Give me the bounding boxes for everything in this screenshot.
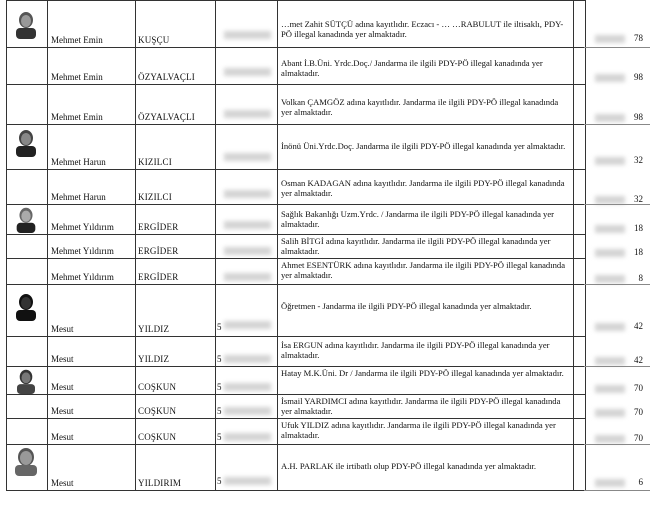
last-name: ÖZYALVAÇLI	[138, 112, 196, 122]
last-name: ERGİDER	[138, 246, 179, 256]
table-row	[7, 394, 643, 418]
last-name: YILDIZ	[138, 354, 170, 364]
table-row	[7, 336, 643, 366]
record-number: 98	[634, 112, 643, 122]
first-name: Mehmet Yıldırım	[51, 246, 114, 256]
photo-cell	[7, 125, 47, 169]
record-number: 32	[634, 194, 643, 204]
last-name: YILDIRIM	[138, 478, 182, 488]
person-photo	[13, 127, 39, 157]
person-photo	[13, 291, 39, 321]
table-row	[7, 47, 643, 84]
record-number: 32	[634, 155, 643, 165]
redacted-id	[215, 85, 277, 124]
record-description: İsa ERGUN adına kayıtlıdır. Jandarma ile ilgili PDY-PÖ illegal kanadında yer almaktadır.	[281, 340, 550, 360]
record-number: 8	[638, 273, 643, 283]
photo-cell	[7, 205, 47, 234]
photo-cell	[7, 367, 47, 394]
first-name: Mesut	[51, 382, 74, 392]
last-name: KUŞÇU	[138, 35, 170, 45]
last-name: KIZILCI	[138, 157, 172, 167]
last-name: ERGİDER	[138, 272, 179, 282]
redacted-id	[215, 1, 277, 47]
redacted-id	[215, 259, 277, 284]
table-row	[7, 418, 643, 444]
record-description: Ufuk YILDIZ adına kayıtlıdır. Jandarma ile ilgili PDY-PÖ illegal kanadında yer almaktadır.	[281, 420, 556, 440]
redacted-id	[215, 235, 277, 258]
first-name: Mehmet Yıldırım	[51, 222, 114, 232]
first-name: Mehmet Emin	[51, 112, 103, 122]
photo-cell	[7, 285, 47, 336]
record-description: Volkan ÇAMGÖZ adına kayıtlıdır. Jandarma ile ilgili PDY-PÖ illegal kanadında yer almaktadır.	[281, 97, 559, 117]
last-name: COŞKUN	[138, 432, 177, 442]
table-row	[7, 258, 643, 284]
redacted-id	[215, 125, 277, 169]
record-description: İnönü Üni.Yrdc.Doç. Jandarma ile ilgili PDY-PÖ illegal kanadında yer almaktadır.	[281, 141, 566, 151]
redacted-id: 5	[215, 395, 277, 418]
record-description: Hatay M.K.Üni. Dr / Jandarma ile ilgili PDY-PÖ illegal kanadında yer almaktadır.	[281, 368, 564, 378]
redacted-id: 5	[215, 445, 277, 490]
record-description: Abant İ.B.Üni. Yrdc.Doç./ Jandarma ile ilgili PDY-PÖ illegal kanadında yer almaktadır.	[281, 58, 543, 78]
table-row	[7, 84, 643, 124]
first-name: Mehmet Harun	[51, 192, 106, 202]
records-table	[6, 0, 643, 491]
record-number: 70	[634, 433, 643, 443]
record-number: 70	[634, 383, 643, 393]
person-photo	[13, 445, 39, 477]
record-number: 78	[634, 33, 643, 43]
first-name: Mesut	[51, 432, 74, 442]
redacted-id	[215, 48, 277, 84]
record-description: Salih BİTGİ adına kayıtlıdır. Jandarma ile ilgili PDY-PÖ illegal kanadında yer almaktadır.	[281, 236, 551, 256]
first-name: Mesut	[51, 354, 74, 364]
first-name: Mehmet Emin	[51, 35, 103, 45]
first-name: Mehmet Harun	[51, 157, 106, 167]
person-photo	[13, 205, 39, 233]
first-name: Mesut	[51, 478, 74, 488]
record-description: …met Zahit SÜTÇÜ adına kayıtlıdır. Eczacı - … …RABULUT ile iltisaklı, PDY-PÖ illegal kanadında yer almaktadır.	[281, 19, 564, 39]
table-row	[7, 204, 643, 234]
last-name: ERGİDER	[138, 222, 179, 232]
record-description: Osman KADAGAN adına kayıtlıdır. Jandarma ile ilgili PDY-PÖ illegal kanadında yer almaktadır.	[281, 178, 565, 198]
record-description: A.H. PARLAK ile irtibatlı olup PDY-PÖ illegal kanadında yer almaktadır.	[281, 461, 537, 471]
redacted-id: 5	[215, 337, 277, 366]
last-name: ÖZYALVAÇLI	[138, 72, 196, 82]
first-name: Mehmet Yıldırım	[51, 272, 114, 282]
redacted-id: 5	[215, 419, 277, 444]
table-row	[7, 284, 643, 336]
record-number: 70	[634, 407, 643, 417]
record-number: 98	[634, 72, 643, 82]
table-row	[7, 0, 643, 47]
record-number: 6	[638, 477, 643, 487]
record-number: 42	[634, 355, 643, 365]
table-row	[7, 366, 643, 394]
last-name: YILDIZ	[138, 324, 170, 334]
table-row	[7, 169, 643, 204]
record-description: Ahmet ESENTÜRK adına kayıtlıdır. Jandarma ile ilgili PDY-PÖ illegal kanadında yer almaktadır.	[281, 260, 566, 280]
last-name: COŞKUN	[138, 406, 177, 416]
table-row	[7, 444, 643, 490]
photo-cell	[7, 445, 47, 490]
person-photo	[13, 367, 39, 394]
record-number: 42	[634, 321, 643, 331]
record-description: Öğretmen - Jandarma ile ilgili PDY-PÖ illegal kanadında yer almaktadır.	[281, 301, 532, 311]
record-description: İsmail YARDIMCI adına kayıtlıdır. Jandarma ile ilgili PDY-PÖ illegal kanadında yer almaktadır.	[281, 396, 561, 416]
person-photo	[13, 9, 39, 39]
redacted-id	[215, 170, 277, 204]
table-row	[7, 124, 643, 169]
redacted-id: 5	[215, 285, 277, 336]
last-name: COŞKUN	[138, 382, 177, 392]
record-description: Sağlık Bakanlığı Uzm.Yrdc. / Jandarma ile ilgili PDY-PÖ illegal kanadında yer almaktadır.	[281, 209, 555, 229]
record-number: 18	[634, 247, 643, 257]
last-name: KIZILCI	[138, 192, 172, 202]
first-name: Mesut	[51, 324, 74, 334]
table-row	[7, 234, 643, 258]
redacted-id: 5	[215, 367, 277, 394]
record-number: 18	[634, 223, 643, 233]
first-name: Mesut	[51, 406, 74, 416]
first-name: Mehmet Emin	[51, 72, 103, 82]
photo-cell	[7, 1, 47, 47]
redacted-id	[215, 205, 277, 234]
